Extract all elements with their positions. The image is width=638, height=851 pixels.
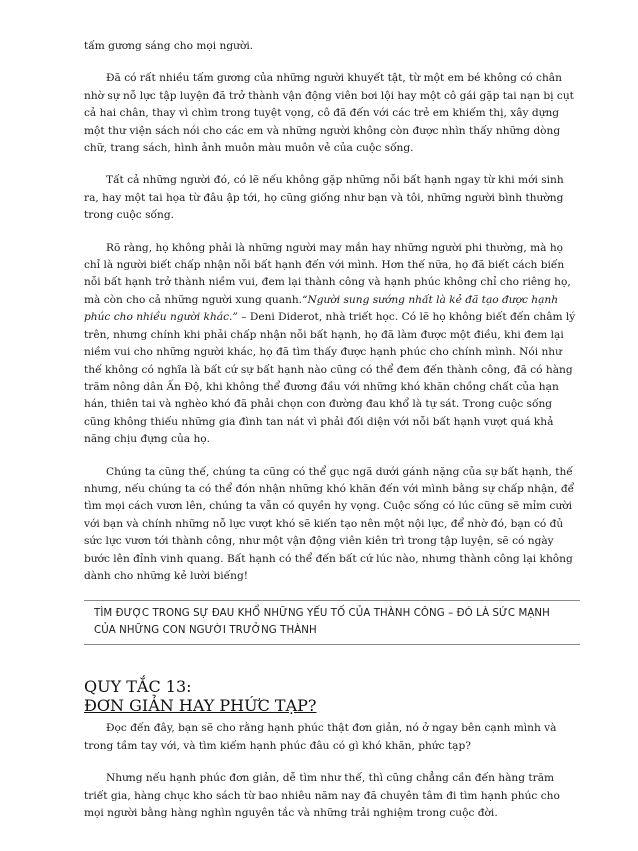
paragraph-ordinary-people: Tất cả những người đó, có lẽ nếu không gặp những nỗi bất hạnh ngay từ khi mới sinh ra, hay một tai họa từ đâu ập tới, họ cũng giống như bạn và tôi, những người bình thường trong cuộc sống. [84, 174, 564, 222]
paragraph-continuation: tấm gương sáng cho mọi người. [84, 40, 254, 52]
callout-quote-box: TÌM ĐƯỢC TRONG SỰ ĐAU KHỔ NHỮNG YẾU TỐ CỦA THÀNH CÔNG – ĐÓ LÀ SỨC MẠNH CỦA NHỮNG CON NGƯỜI TRƯỞNG THÀNH [84, 600, 580, 645]
diderot-quote: “Người sung sướng nhất là kẻ đã tạo được hạnh phúc cho nhiều người khác.” [84, 293, 559, 324]
paragraph-text: – Deni Diderot, nhà triết học. Có lẽ họ không biết đến châm lý trên, nhưng chính khi phải chấp nhận nỗi bất hạnh, họ đã làm được một điều, khi đem lại niềm vui cho những người khác, họ đã tìm thấy được hạnh phúc cho chính mình. Nói như thế không có nghĩa là bất cứ sự bất hạnh nào cũng có thể đem đến thành công, đã có hàng trăm nông dân Ấn Độ, khi không thể đương đầu với những khó khăn chồng chất của hạn hán, thiên tai và nghèo khó đã phải chọn con đường đau khổ là tự sát. Trong cuộc sống cũng không thiếu những gia đình tan nát vì phải đối diện với nỗi bất hạnh vượt quá khả năng chịu đựng của họ. [84, 311, 576, 446]
rule-title-part: ĐƠN GIẢN HAY PHỨC [84, 696, 275, 716]
paragraph-accepting-misfortune [84, 240, 580, 449]
paragraph-disabled-examples: Đã có rất nhiều tấm gương của những người khuyết tật, từ một em bé không có chân nhờ sự nỗ lực tập luyện đã trở thành vận động viên bơi lội hay một cô gái gặp tai nạn bị cụt cả hai chân, thay vì chìm trong tuyệt vọng, cô đã đến với các trẻ em khiếm thị, xây dựng một thư viện sách nói cho các em và những người không còn được nhìn thấy những dòng chữ, trang sách, hình ảnh muôn màu muôn vẻ của cuộc sống. [84, 72, 574, 155]
section-heading [84, 677, 580, 715]
paragraph-simple-happiness: Đọc đến đây, bạn sẽ cho rằng hạnh phúc thật đơn giản, nó ở ngay bên cạnh mình và trong tầm tay với, và tìm kiếm hạnh phúc đâu có gì khó khăn, phức tạp? [84, 722, 557, 752]
paragraph-we-can-rise: Chúng ta cũng thế, chúng ta cũng có thể gục ngã dưới gánh nặng của sự bất hạnh, thế nhưng, nếu chúng ta có thể đón nhận những khó khăn đến với mình bằng sự chấp nhận, để tìm mọi cách vươn lên, chúng ta vẫn có quyền hy vọng. Cuộc sống có lúc cũng sẽ mỉm cười với bạn và chính những nỗ lực vượt khó sẽ kiến tạo nên một nội lực, để nhờ đó, bạn có đủ sức lực vươn tới thành công, như một vận động viên kiên trì trong tập luyện, sẽ có ngày bước lên đỉnh vinh quang. Bất hạnh có thể đến bất cứ lúc nào, nhưng thành công lại không dành cho những kẻ lười biếng! [84, 465, 575, 582]
paragraph-philosophers: Nhưng nếu hạnh phúc đơn giản, dễ tìm như thế, thì cũng chẳng cần đến hàng trăm triết gia, hàng chục kho sách từ bao nhiêu năm nay đã chuyên tâm đi tìm hạnh phúc cho mọi người bằng hàng nghìn nguyên tắc và những trải nghiệm trong cuộc đời. [84, 772, 560, 819]
rule-title [84, 696, 580, 715]
rule-number: QUY TẮC 13: [84, 677, 192, 697]
paragraph-text: Rõ ràng, họ không phải là những người may mắn hay những người phi thường, mà họ chỉ là người biết chấp nhận nỗi bất hạnh đến với mình. Hơn thế nữa, họ đã biết cách biến nỗi bất hạnh trở thành niềm vui, đem lại thành công và hạnh phúc không chỉ cho riêng họ, mà còn cho cả những người xung quanh. [84, 241, 571, 306]
rule-title-part: TẠP? [274, 696, 317, 716]
